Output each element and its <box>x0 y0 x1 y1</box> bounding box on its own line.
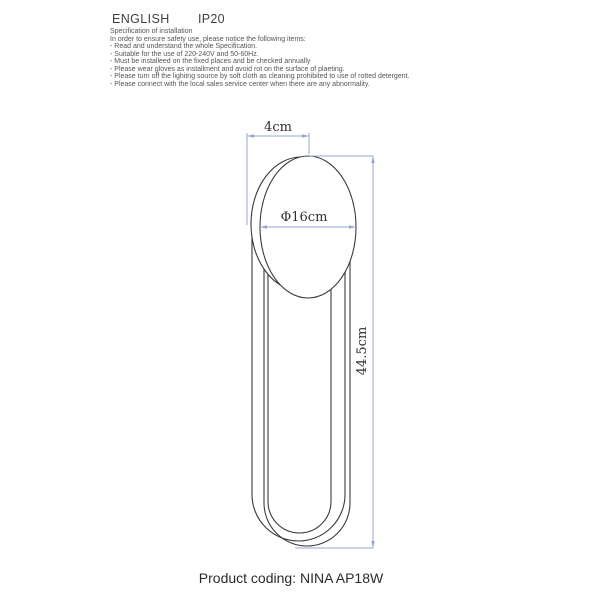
language-label: ENGLISH <box>112 12 170 26</box>
height-arrow-bottom <box>371 541 375 548</box>
spec-item: - Suitable for the use of 220-240V and 50-60Hz. <box>110 50 259 58</box>
height-dimension-label: 44.5cm <box>355 326 370 376</box>
diameter-dimension-label: Φ16cm <box>280 210 328 225</box>
depth-dimension-label: 4cm <box>264 120 292 135</box>
spec-title: Specification of installation <box>110 28 193 35</box>
spec-item: - Please turn off the lighitng source by soft cloth as cleaning prohibited to use of rotted detergent. <box>110 73 410 81</box>
depth-arrow-right <box>302 134 309 138</box>
depth-arrow-left <box>247 134 254 138</box>
spec-item: - Must be installeed on the fixed places and be checked annually <box>110 58 311 66</box>
height-arrow-top <box>371 156 375 163</box>
spec-item: - Read and understand the whole Specification. <box>110 43 258 51</box>
ip-rating-label: IP20 <box>198 12 225 26</box>
spec-item: - Please connect with the local sales service center when there are any abnormality. <box>110 80 370 88</box>
spec-intro: In order to ensure safety use, please notice the following items: <box>110 35 306 43</box>
product-coding: Product coding: NINA AP18W <box>198 570 384 586</box>
spec-item: - Please wear gloves as installment and avoid rot on the surface of plaeting. <box>110 65 345 73</box>
